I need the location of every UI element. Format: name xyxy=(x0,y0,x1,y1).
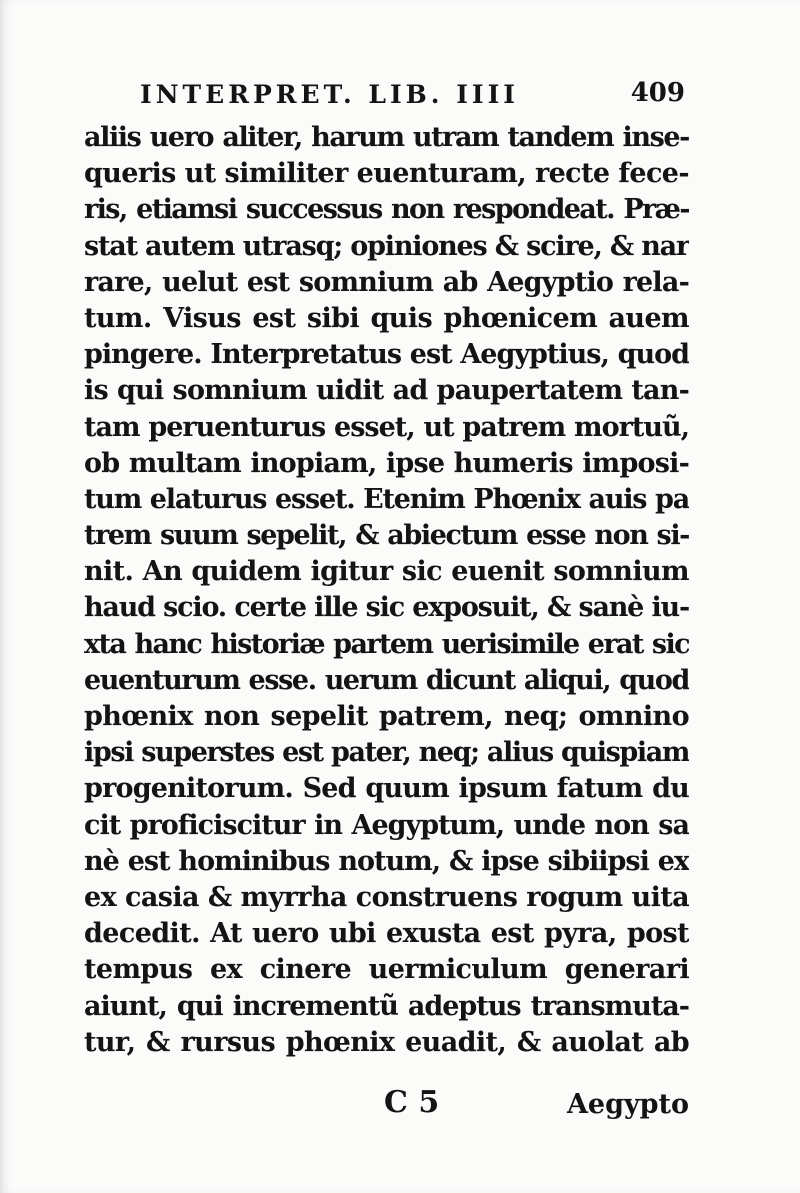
text-line: trem suum sepelit, & abiectum esse non si- xyxy=(84,520,689,552)
text-line: tum. Visus est sibi quis phœnicem auem xyxy=(84,302,689,334)
running-title: INTERPRET. LIB. IIII xyxy=(140,80,519,109)
catchword: Aegypto xyxy=(566,1089,689,1120)
text-line: tam peruenturus esset, ut patrem mortuũ, xyxy=(84,411,689,443)
text-line: haud scio. certe ille sic exposuit, & sanè iu- xyxy=(84,592,689,624)
text-line: decedit. At uero ubi exusta est pyra, post xyxy=(84,918,689,950)
text-line: aiunt, qui incrementũ adeptus transmuta- xyxy=(84,990,689,1022)
page-number: 409 xyxy=(630,78,685,108)
text-line: cit proficiscitur in Aegyptum, unde non sa xyxy=(84,809,689,841)
text-line: rare, uelut est somnium ab Aegyptio rela- xyxy=(84,266,689,298)
running-head xyxy=(140,76,685,116)
text-line: is qui somnium uidit ad paupertatem tan- xyxy=(84,375,689,407)
text-line: phœnix non sepelit patrem, neq; omnino xyxy=(84,701,689,732)
text-line: ris, etiamsi successus non respondeat. Præ- xyxy=(84,194,689,226)
text-line: nè est hominibus notum, & ipse sibiipsi ex xyxy=(84,845,689,877)
text-line: ob multam inopiam, ipse humeris imposi- xyxy=(84,447,689,479)
text-line: ipsi superstes est pater, neq; alius quispiam xyxy=(84,737,689,769)
text-line: tempus ex cinere uermiculum generari xyxy=(84,954,689,986)
text-line: progenitorum. Sed quum ipsum fatum du xyxy=(84,773,689,805)
text-line: xta hanc historiæ partem uerisimile erat sic xyxy=(84,628,689,660)
text-line: aliis uero aliter, harum utram tandem inse- xyxy=(84,122,689,153)
text-line: pingere. Interpretatus est Aegyptius, quod xyxy=(84,339,689,371)
text-line: nit. An quidem igitur sic euenit somnium xyxy=(84,556,689,588)
text-line: euenturum esse. uerum dicunt aliqui, quod xyxy=(84,664,689,696)
text-line: ex casia & myrrha construens rogum uita xyxy=(84,881,689,913)
catchline xyxy=(84,1085,689,1125)
text-line: tur, & rursus phœnix euadit, & auolat ab xyxy=(84,1026,689,1058)
text-line: stat autem utrasq; opiniones & scire, & nar xyxy=(84,230,689,262)
signature-mark: C 5 xyxy=(384,1085,440,1120)
text-line: queris ut similiter euenturam, recte fece- xyxy=(84,158,689,190)
text-line: tum elaturus esset. Etenim Phœnix auis pa xyxy=(84,483,689,515)
body-text xyxy=(84,120,689,1061)
